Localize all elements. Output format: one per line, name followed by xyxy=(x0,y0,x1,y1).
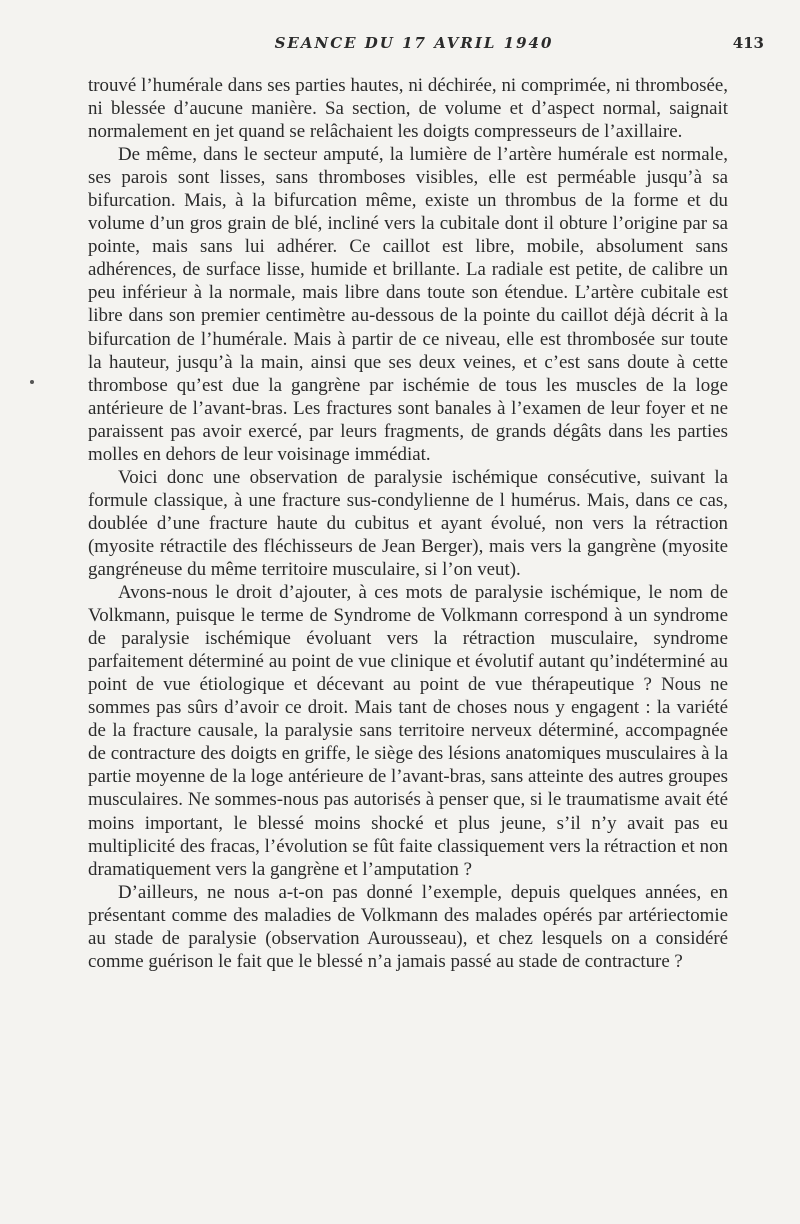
print-speck xyxy=(30,380,34,384)
paragraph-1: trouvé l’humérale dans ses parties hautes, ni déchirée, ni comprimée, ni thrombosée, ni blessée d’aucune manière. Sa section, de volume et d’aspect normal, saignait normalement en jet quand se relâchaient les doigts compresseurs de l’axillaire. xyxy=(88,75,728,143)
paragraph-5: D’ailleurs, ne nous a-t-on pas donné l’exemple, depuis quelques années, en présentant comme des maladies de Volkmann des malades opérés par artériectomie au stade de paralysie (observation Aurousseau), et chez lesquels on a considéré comme guérison le fait que le blessé n’a jamais passé au stade de contracture ? xyxy=(88,881,728,972)
body-text xyxy=(88,74,728,973)
running-head xyxy=(88,34,764,56)
paragraph-4: Avons-nous le droit d’ajouter, à ces mots de paralysie ischémique, le nom de Volkmann, puisque le terme de Syndrome de Volkmann correspond à un syndrome de paralysie ischémique évoluant vers la rétraction musculaire, syndrome parfaitement déterminé au point de vue clinique et évolutif autant qu’indéterminé au point de vue étiologique et décevant au point de vue thérapeutique ? Nous ne sommes pas sûrs d’avoir ce droit. Mais tant de choses nous y engagent : la variété de la fracture causale, la paralysie sans territoire nerveux déterminé, accompagnée de contracture des doigts en griffe, le siège des lésions anatomiques musculaires à la partie moyenne de la loge antérieure de l’avant-bras, sans atteinte des autres groupes musculaires. Ne sommes-nous pas autorisés à penser que, si le traumatisme avait été moins important, le blessé moins shocké et plus jeune, s’il n’y avait pas eu multiplicité des fracas, l’évolution se fût faite classiquement vers la rétraction et non dramatiquement vers la gangrène et l’amputation ? xyxy=(88,582,728,880)
paragraph-2: De même, dans le secteur amputé, la lumière de l’artère humérale est normale, ses parois sont lisses, sans thromboses visibles, elle est perméable jusqu’à sa bifurcation. Mais, à la bifurcation même, existe un thrombus de la forme et du volume d’un gros grain de blé, incliné vers la cubitale dont il obture l’origine par sa pointe, mais sans lui adhérer. Ce caillot est libre, mobile, absolument sans adhérences, de surface lisse, humide et brillante. La radiale est petite, de calibre un peu inférieur à la normale, mais libre dans toute son étendue. L’artère cubitale est libre dans son premier centimètre au-dessous de la pointe du caillot déjà décrit à la bifurcation de l’humérale. Mais à partir de ce niveau, elle est thrombosée sur toute la hauteur, jusqu’à la main, ainsi que ses deux veines, et c’est sans doute à cette thrombose qu’est due la gangrène par ischémie de tous les muscles de la loge antérieure de l’avant-bras. Les fractures sont banales à l’examen de leur foyer et ne paraissent pas avoir exercé, par leurs fragments, de grands dégâts dans les parties molles en dehors de leur voisinage immédiat. xyxy=(88,144,728,465)
paragraph-3: Voici donc une observation de paralysie ischémique consécutive, suivant la formule classique, à une fracture sus-condylienne de l humérus. Mais, dans ce cas, doublée d’une fracture haute du cubitus et ayant évolué, non vers la rétraction (myosite rétractile des fléchisseurs de Jean Berger), mais vers la gangrène (myosite gangréneuse du même territoire musculaire, si l’on veut). xyxy=(88,466,728,580)
running-head-title: SEANCE DU 17 AVRIL 1940 xyxy=(274,34,554,52)
page-number: 413 xyxy=(732,34,764,52)
